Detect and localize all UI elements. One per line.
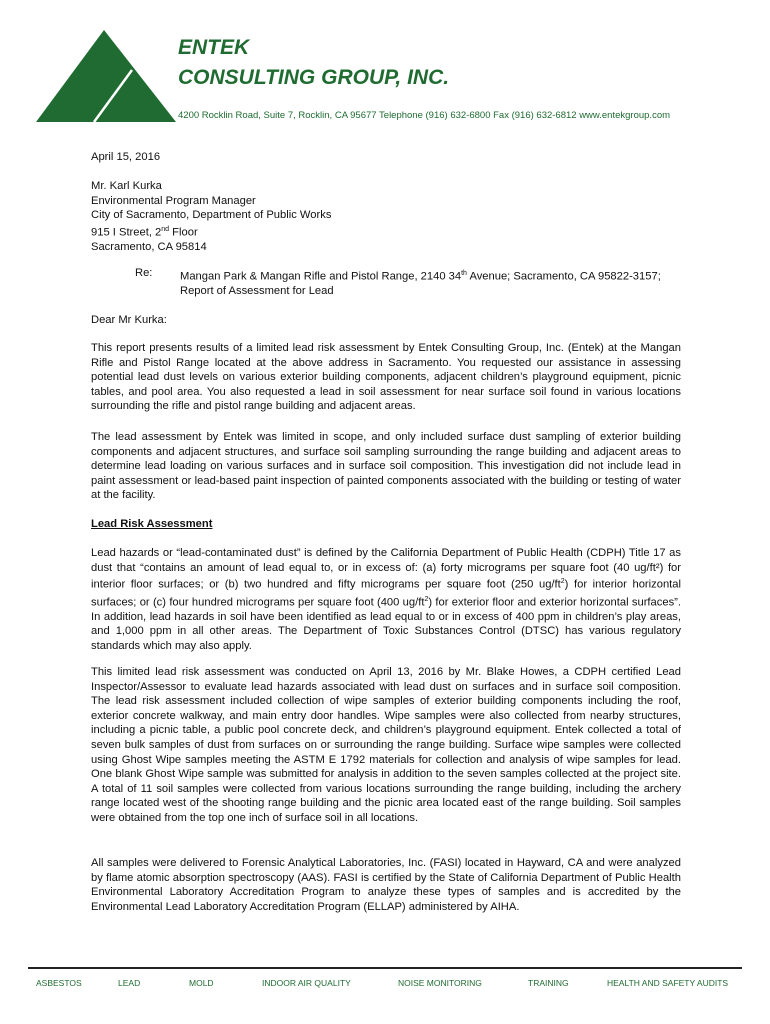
re-subject: Mangan Park & Mangan Rifle and Pistol Range, 2140 34th Avenue; Sacramento, CA 95822-3157; Report of Assessment for Lead	[180, 270, 661, 298]
company-logo-triangle	[36, 30, 176, 122]
recipient-block	[91, 179, 681, 255]
paragraph-intro: This report presents results of a limited lead risk assessment by Entek Consulting Group, Inc. (Entek) at the Mangan Rifle and Pistol Range located at the above address in Sacramento. You requested our assistance in assessing potential lead dust levels on various exterior building components, adjacent children’s playground equipment, picnic tables, and pool area. You also requested a lead in soil assessment for near surface soil found in various locations surrounding the rifle and pistol range building and adjacent areas.	[91, 342, 681, 413]
paragraph-assessment: This limited lead risk assessment was conducted on April 13, 2016 by Mr. Blake Howes, a CDPH certified Lead Inspector/Assessor to evaluate lead hazards associated with lead dust on surfaces and in surface soil composition. The lead risk assessment included collection of wipe samples of exterior building components including the roof, exterior concrete walkway, and main entry door handles. Wipe samples were also collected from nearby structures, including a picnic table, a public pool concrete deck, and children’s playground equipment. Entek collected a total of seven bulk samples of dust from surfaces on or surrounding the range building. Surface wipe samples were collected using Ghost Wipe samples meeting the ASTM E 1792 materials for collection and analysis of wipe samples for lead. One blank Ghost Wipe sample was submitted for analysis in addition to the seven samples collected at the project site. A total of 11 soil samples were collected from various locations surrounding the range building, including the archery range located west of the shooting range building and the picnic area located east of the range building. Soil samples were obtained from the top one inch of surface soil in all locations.	[91, 666, 681, 824]
footer-service-asbestos: ASBESTOS	[36, 978, 82, 988]
paragraph-scope: The lead assessment by Entek was limited in scope, and only included surface dust sampling of exterior building components and adjacent structures, and surface soil sampling surrounding the range building and adjacent areas to determine lead loading on various surfaces and in surface soil composition. This investigation did not include lead in paint assessment or lead-based paint inspection of painted components associated with the building or testing of water at the facility.	[91, 431, 681, 502]
recipient-title: Environmental Program Manager	[91, 194, 256, 207]
recipient-name: Mr. Karl Kurka	[91, 180, 162, 192]
recipient-org: City of Sacramento, Department of Public Works	[91, 209, 332, 222]
company-name-line2: CONSULTING GROUP, INC.	[178, 66, 450, 89]
footer-divider	[28, 967, 742, 969]
paragraph-laboratory: All samples were delivered to Forensic Analytical Laboratories, Inc. (FASI) located in Hayward, CA and were analyzed by flame atomic absorption spectroscopy (AAS). FASI is certified by the State of California Department of Public Health Environmental Laboratory Accreditation Program to analyze these types of samples and is accredited by the Environmental Lead Laboratory Accreditation Program (ELLAP) administered by AIHA.	[91, 857, 681, 913]
section-heading-lead-risk: Lead Risk Assessment	[91, 518, 213, 530]
footer-service-training: TRAINING	[528, 978, 569, 988]
footer-service-audits: HEALTH AND SAFETY AUDITS	[607, 978, 729, 988]
footer-service-iaq: INDOOR AIR QUALITY	[262, 978, 351, 988]
paragraph-definition: Lead hazards or “lead-contaminated dust” is defined by the California Department of Public Health (CDPH) Title 17 as dust that “contains an amount of lead equal to, or in excess of: (a) forty micrograms per square foot (40 ug/ft²) for interior floor surfaces; or (b) two hundred and fifty micrograms per square foot (250 $ug/ft^2$) for interior horizontal surfaces; or (c) four hundred micrograms per square foot (400 $ug/ft^2$) for exterior floor and exterior horizontal surfaces”. In addition, lead hazards in soil have been identified as lead equal to or in excess of 400 ppm in children’s play areas, and 1,000 ppm in all other areas. The Department of Toxic Substances Control (DTSC) has various regulatory standards which may also apply.	[91, 547, 681, 653]
salutation: Dear Mr Kurka:	[91, 314, 167, 326]
recipient-city: Sacramento, CA 95814	[91, 241, 207, 254]
footer-service-mold: MOLD	[189, 978, 214, 988]
company-name-line1: ENTEK	[178, 36, 250, 59]
letter-date: April 15, 2016	[91, 151, 161, 163]
footer-service-noise: NOISE MONITORING	[398, 978, 482, 988]
footer-service-lead: LEAD	[118, 978, 141, 988]
company-address: 4200 Rocklin Road, Suite 7, Rocklin, CA 95677 Telephone (916) 632-6800 Fax (916) 632-6812 www.entekgroup.com	[178, 110, 671, 121]
recipient-street: 915 I Street, 2nd Floor	[91, 225, 198, 239]
re-label: Re:	[135, 267, 153, 279]
company-name	[178, 36, 449, 91]
